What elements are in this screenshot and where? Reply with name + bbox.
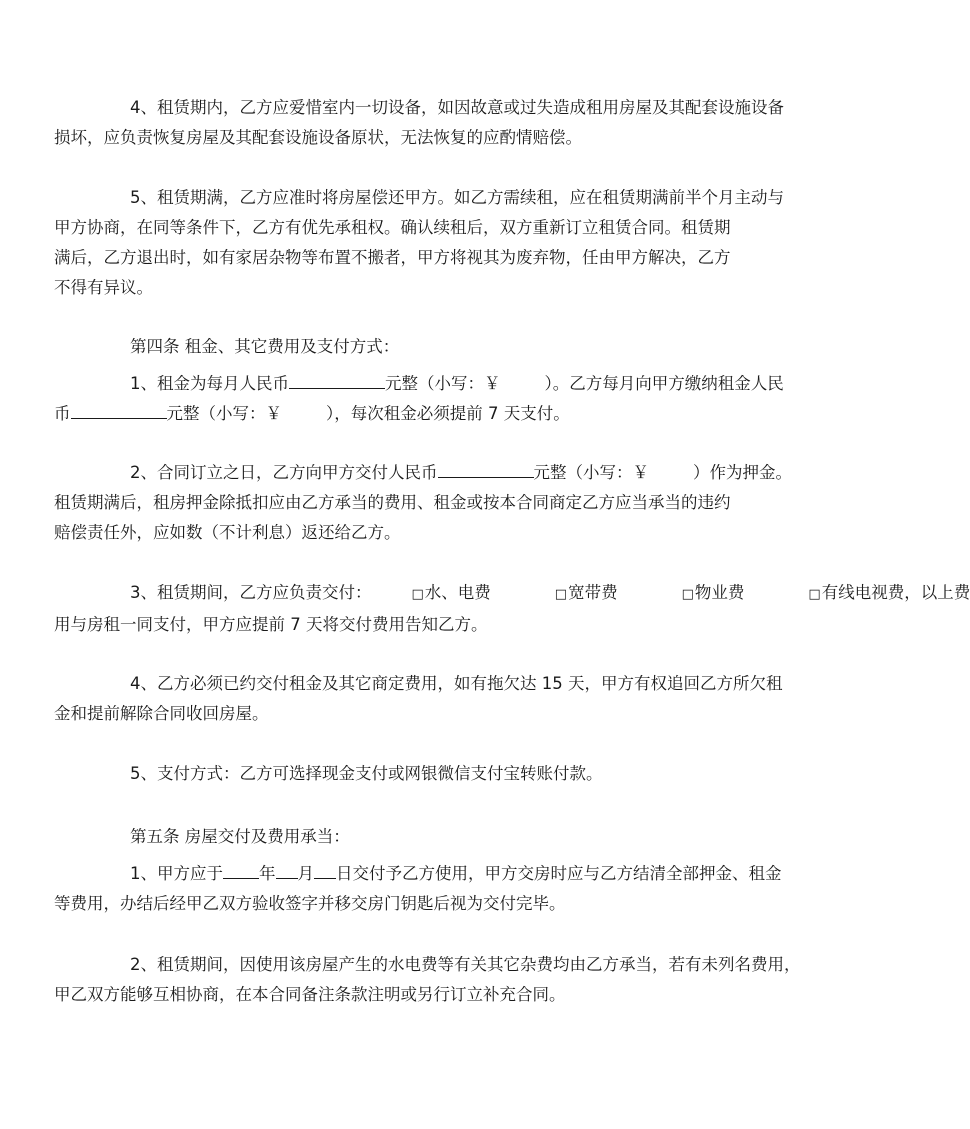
text-segment: 1、甲方应于 <box>130 864 223 883</box>
clause-3-item-4 <box>54 93 860 153</box>
option-cable-tv: 有线电视费，以上费 <box>821 583 970 602</box>
text-line <box>92 458 860 488</box>
checkbox-icon: □ <box>808 587 821 602</box>
fill-blank-month <box>276 860 298 879</box>
text-segment: 月 <box>297 864 314 883</box>
text-segment: ）。乙方每月向甲方缴纳租金人民 <box>544 374 784 393</box>
article-5-item-1 <box>54 859 860 919</box>
article-4-item-1 <box>54 369 860 429</box>
text-line: 2、租赁期间，因使用该房屋产生的水电费等有关其它杂费均由乙方承当，若有未列名费用， <box>130 955 801 974</box>
text-line: 4、乙方必须已约交付租金及其它商定费用，如有拖欠达 15 天，甲方有权追回乙方所欠租 <box>130 674 783 693</box>
article-4-item-3 <box>54 578 970 640</box>
text-segment: 2、合同订立之日，乙方向甲方交付人民币 <box>130 463 438 482</box>
text-segment: 年 <box>259 864 276 883</box>
article-5-heading <box>92 822 860 852</box>
text-line <box>92 578 970 610</box>
text-line: 5、租赁期满，乙方应准时将房屋偿还甲方。如乙方需续租，应在租赁期满前半个月主动与 <box>130 188 784 207</box>
option-water-electric: 水、电费 <box>424 583 491 602</box>
text-segment: 日交付予乙方使用，甲方交房时应与乙方结清全部押金、租金 <box>336 864 782 883</box>
text-segment: 3、租赁期间，乙方应负责交付： <box>130 583 372 602</box>
checkbox-icon: □ <box>411 587 424 602</box>
text-segment: ）作为押金。 <box>693 463 792 482</box>
text-line: 租赁期满后，租房押金除抵扣应由乙方承当的费用、租金或按本合同商定乙方应当承当的违约 <box>54 493 731 512</box>
heading-text: 第五条 房屋交付及费用承当： <box>130 827 350 846</box>
checkbox-icon: □ <box>554 587 568 602</box>
fill-blank <box>289 370 385 389</box>
text-line: 不得有异议。 <box>54 278 153 297</box>
text-segment: 1、租金为每月人民币 <box>130 374 289 393</box>
clause-3-item-5 <box>54 183 860 303</box>
text-segment: 元整（小写：￥ <box>385 374 501 393</box>
fill-blank-day <box>314 860 336 879</box>
text-segment: ），每次租金必须提前 7 天支付。 <box>326 404 570 423</box>
text-line <box>54 399 860 429</box>
fill-blank <box>438 459 534 478</box>
text-segment: 币 <box>54 404 71 423</box>
text-segment: 元整（小写：￥ <box>166 404 282 423</box>
text-line: 赔偿责任外，应如数（不计利息）返还给乙方。 <box>54 523 401 542</box>
text-line <box>92 369 860 399</box>
text-line: 等费用，办结后经甲乙双方验收签字并移交房门钥匙后视为交付完毕。 <box>54 894 566 913</box>
text-line: 4、租赁期内，乙方应爱惜室内一切设备，如因故意或过失造成租用房屋及其配套设施设备 <box>130 98 784 117</box>
text-line: 金和提前解除合同收回房屋。 <box>54 704 269 723</box>
article-5-item-2 <box>54 950 860 1010</box>
article-4-item-5 <box>92 759 860 789</box>
text-segment: 元整（小写：￥ <box>533 463 649 482</box>
text-line: 甲乙双方能够互相协商，在本合同备注条款注明或另行订立补充合同。 <box>54 985 566 1004</box>
heading-text: 第四条 租金、其它费用及支付方式： <box>130 337 400 356</box>
option-property: 物业费 <box>694 583 745 602</box>
option-broadband: 宽带费 <box>568 583 618 602</box>
text-line: 甲方协商，在同等条件下，乙方有优先承租权。确认续租后，双方重新订立租赁合同。租赁期 <box>54 218 731 237</box>
article-4-heading <box>92 332 860 362</box>
text-line: 满后，乙方退出时，如有家居杂物等布置不搬者，甲方将视其为废弃物，任由甲方解决，乙方 <box>54 248 731 267</box>
fill-blank <box>71 400 167 419</box>
article-4-item-2 <box>54 458 860 548</box>
text-line: 5、支付方式：乙方可选择现金支付或网银微信支付宝转账付款。 <box>130 764 603 783</box>
text-line <box>92 859 860 889</box>
text-line: 损坏，应负责恢复房屋及其配套设施设备原状，无法恢复的应酌情赔偿。 <box>54 128 582 147</box>
article-4-item-4 <box>54 669 860 729</box>
checkbox-icon: □ <box>681 587 694 602</box>
text-line: 用与房租一同支付，甲方应提前 7 天将交付费用告知乙方。 <box>54 615 488 634</box>
fill-blank-year <box>223 860 259 879</box>
